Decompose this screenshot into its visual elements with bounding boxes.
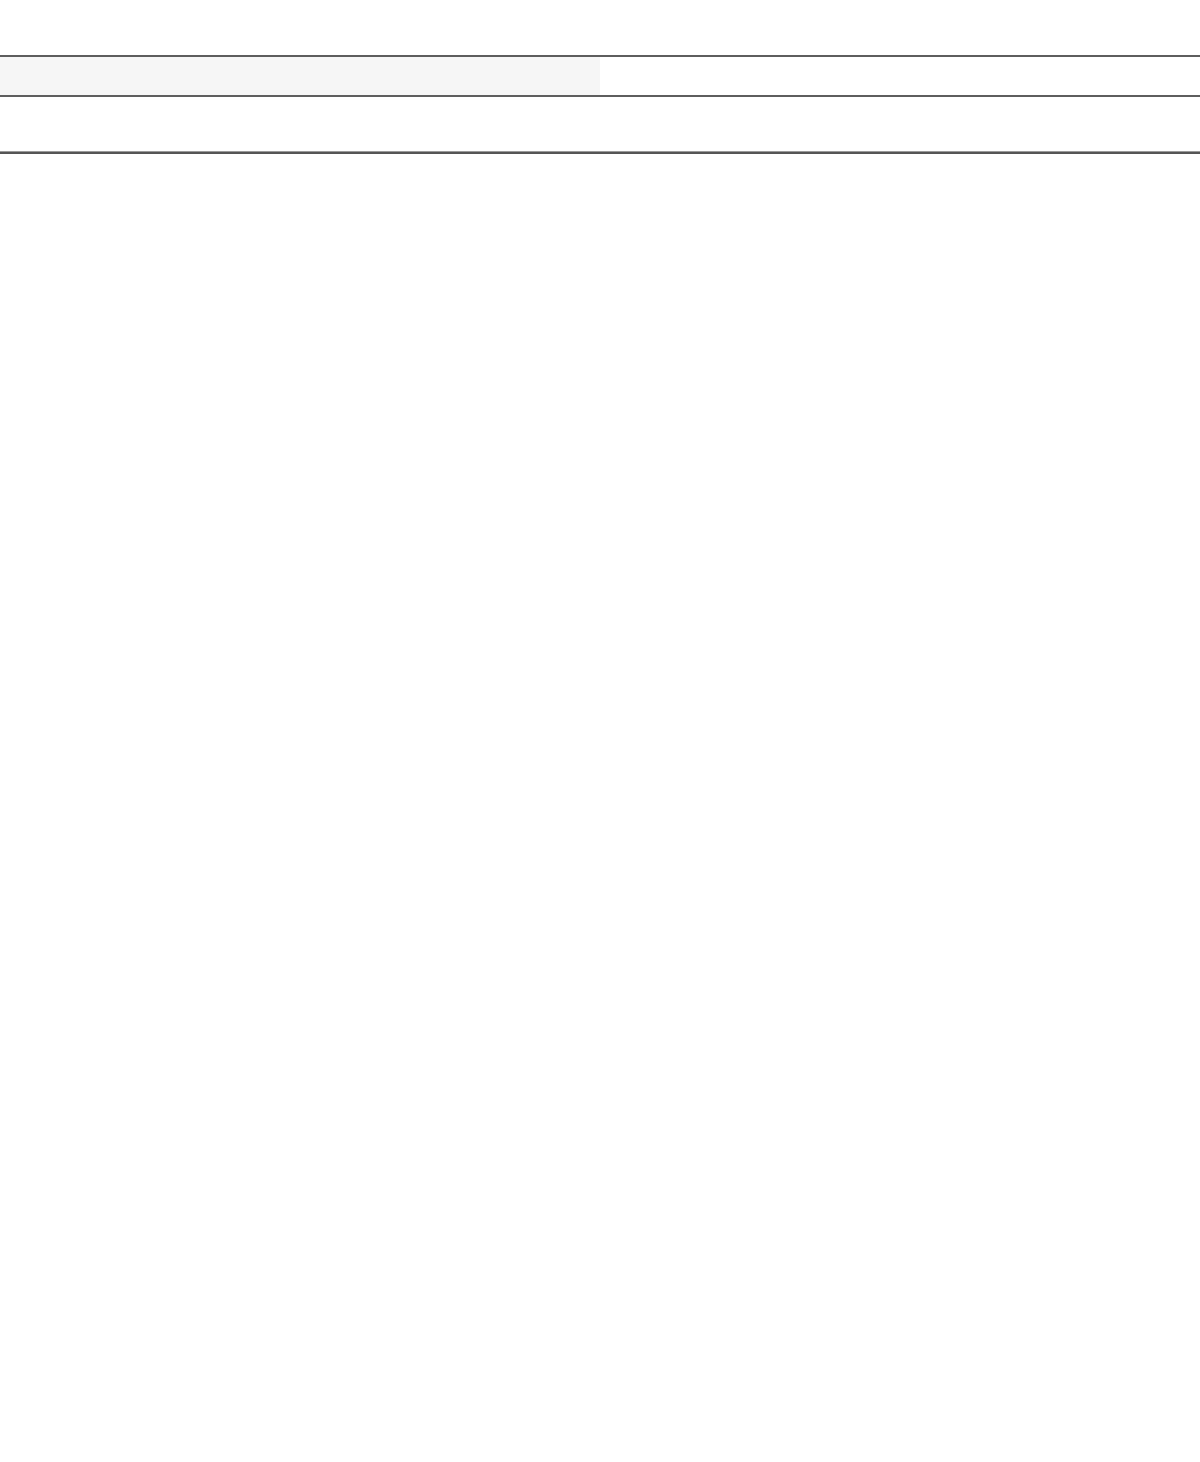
size-table-header-row: [0, 56, 1200, 96]
detail-info-table: [0, 151, 1200, 154]
size-table-header-size: [0, 56, 600, 96]
size-info-table: [0, 55, 1200, 97]
product-detail-page: [0, 0, 1200, 154]
size-table-header-one: [600, 56, 1200, 96]
product-attributes: [0, 0, 1200, 5]
